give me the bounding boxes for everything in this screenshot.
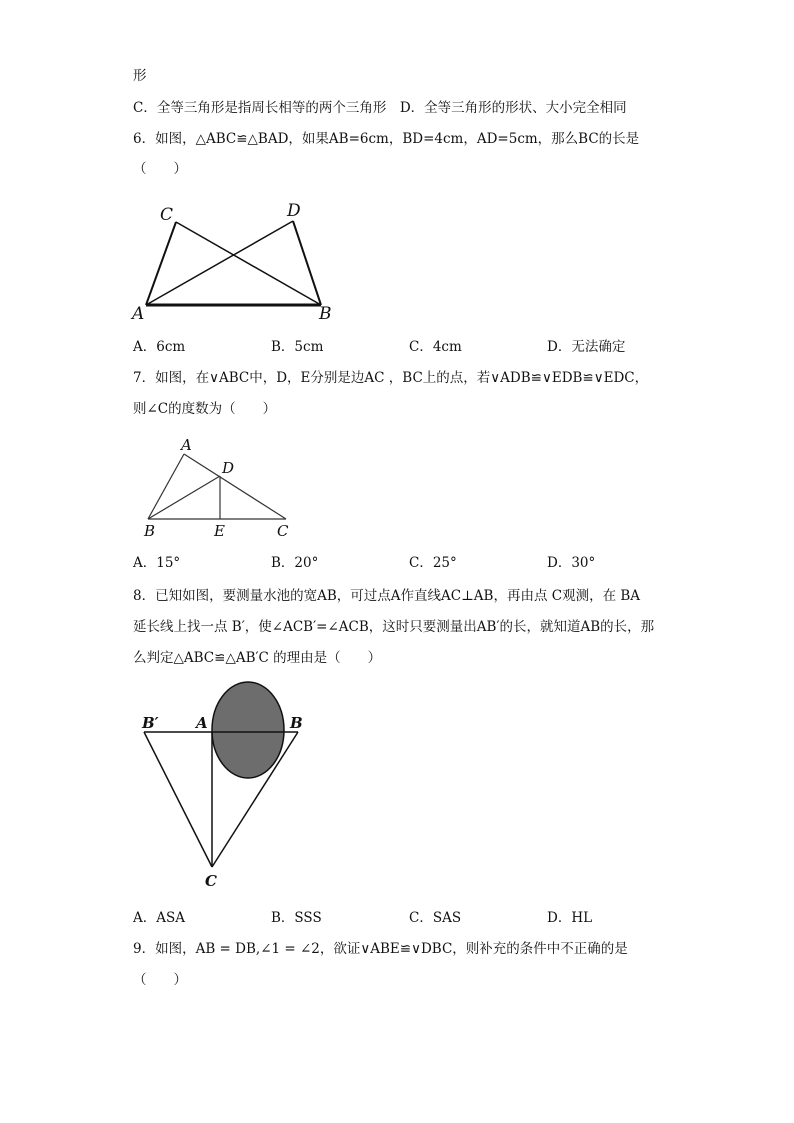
q6-option-a: A．6cm (133, 339, 186, 355)
question-9-answer-bracket: （ ） (133, 972, 187, 988)
fig6-label-c: C (160, 205, 174, 225)
q7-option-c: C．25° (409, 555, 457, 571)
question-8-stem: 8．已知如图，要测量水池的宽AB，可过点A作直线AC⊥AB，再由点 C观测，在 BA (133, 588, 641, 604)
fig6-label-b: B (319, 304, 332, 324)
q8-option-c: C．SAS (409, 910, 462, 926)
q5-options-cd: C．全等三角形是指周长相等的两个三角形 D．全等三角形的形状、大小完全相同 (133, 100, 627, 116)
figure-q8-pond (138, 682, 338, 892)
fig7-label-a: A (181, 436, 192, 454)
fig7-label-c: C (277, 522, 289, 540)
q7-option-a: A．15° (133, 555, 181, 571)
question-8-stem-cont: 延长线上找一点 B′，使∠ACB′=∠ACB，这时只要测量出AB′的长，就知道AB的长，那 (133, 619, 655, 635)
figure-q6-triangles (130, 198, 350, 328)
question-7-stem-cont: 则∠C的度数为（ ） (133, 401, 277, 417)
q6-option-b: B．5cm (271, 339, 324, 355)
fig7-label-d: D (222, 459, 235, 477)
q6-option-d: D．无法确定 (547, 339, 626, 355)
fig6-label-a: A (132, 304, 145, 324)
fig8-label-b: B (290, 714, 303, 732)
question-6-stem: 6．如图，△ABC≌△BAD，如果AB=6cm，BD=4cm，AD=5cm，那么BC的长是 (133, 131, 640, 147)
fig8-label-b-prime: B′ (142, 714, 159, 732)
question-8-stem-cont2: 么判定△ABC≌△AB′C 的理由是（ ） (133, 650, 382, 666)
fig8-label-c: C (205, 872, 217, 890)
q7-option-d: D．30° (547, 555, 596, 571)
question-7-stem: 7．如图，在∨ABC中，D，E分别是边AC ，BC上的点，若∨ADB≌∨EDB≌∨EDC， (133, 370, 649, 386)
q7-option-b: B．20° (271, 555, 319, 571)
q8-option-b: B．SSS (271, 910, 322, 926)
q8-option-d: D．HL (547, 910, 593, 926)
fig7-label-b: B (144, 522, 156, 540)
figure-q7-triangle (140, 436, 300, 546)
question-9-stem: 9．如图，AB = DB,∠1 = ∠2，欲证∨ABE≌∨DBC，则补充的条件中不正确的是 (133, 941, 628, 957)
text-line-fragment: 形 (133, 68, 147, 84)
q8-option-a: A．ASA (133, 910, 185, 926)
fig7-label-e: E (214, 522, 225, 540)
fig6-label-d: D (287, 201, 301, 221)
q6-option-c: C．4cm (409, 339, 462, 355)
fig8-label-a: A (196, 714, 208, 732)
question-6-answer-bracket: （ ） (133, 161, 187, 177)
